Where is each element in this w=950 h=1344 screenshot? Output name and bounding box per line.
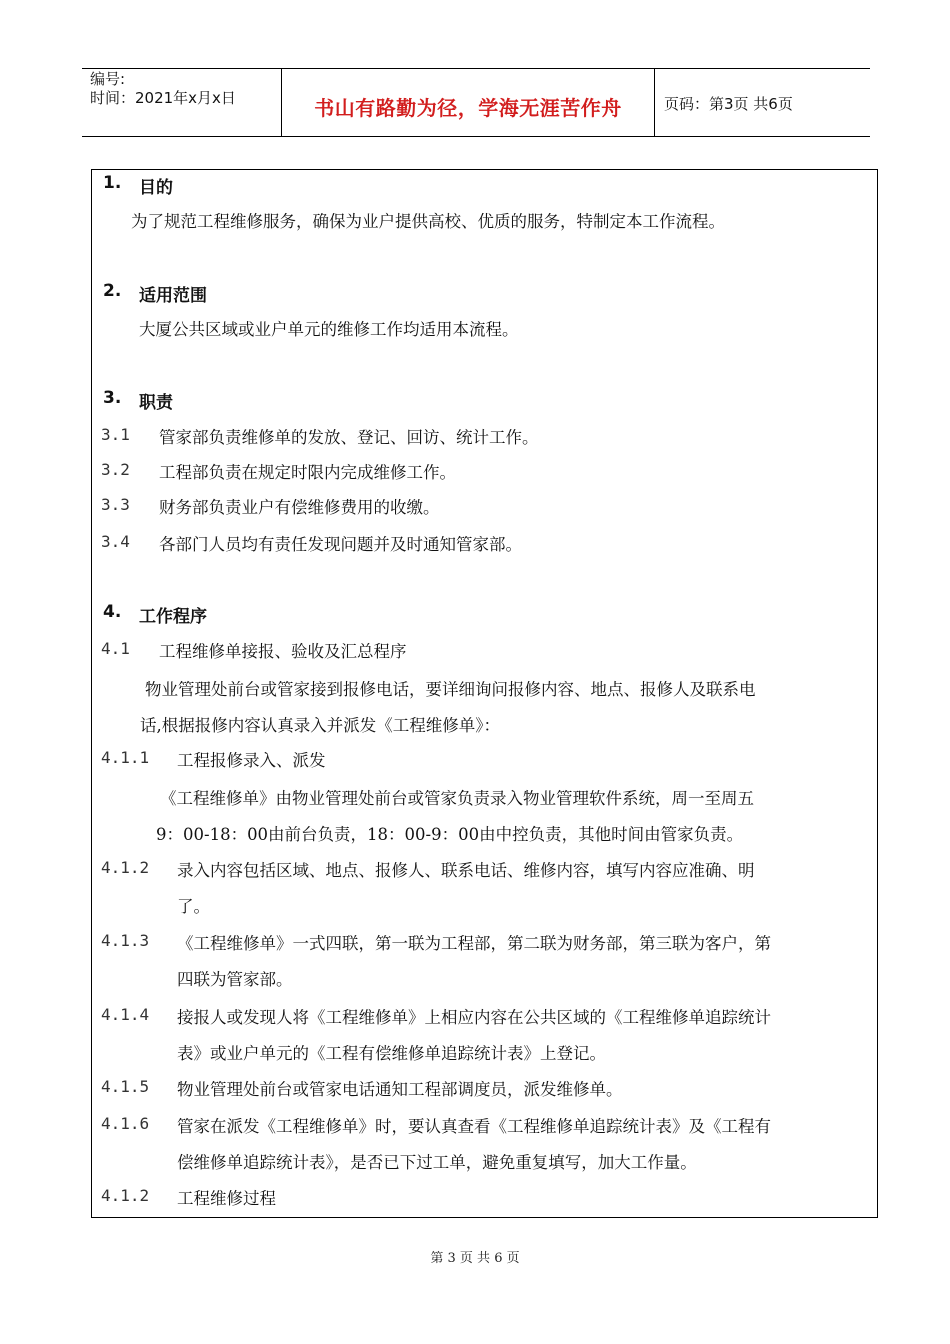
section-1-number: 1. <box>103 173 122 193</box>
item-3-4-number: 3.4 <box>101 532 130 551</box>
item-3-2-number: 3.2 <box>101 460 130 479</box>
item-4-1-3-line-1: 《工程维修单》一式四联，第一联为工程部，第二联为财务部，第三联为客户，第 <box>177 934 771 953</box>
item-4-1-4-line-1: 接报人或发现人将《工程维修单》上相应内容在公共区域的《工程维修单追踪统计 <box>177 1008 771 1027</box>
item-4-1-3-number: 4.1.3 <box>101 931 150 950</box>
item-4-1-2-line-1: 录入内容包括区域、地点、报修人、联系电话、维修内容，填写内容应准确、明 <box>177 861 755 880</box>
item-4-1-2-line-2: 了。 <box>177 897 210 916</box>
item-4-1-2b-number: 4.1.2 <box>101 1186 150 1205</box>
section-3-title: 职责 <box>139 393 173 413</box>
serial-number-label: 编号: <box>90 70 126 88</box>
item-4-1-2-number: 4.1.2 <box>101 858 150 877</box>
item-4-1-1-title: 工程报修录入、派发 <box>177 751 326 770</box>
item-4-1-4-line-2: 表》或业户单元的《工程有偿维修单追踪统计表》上登记。 <box>177 1044 606 1063</box>
date-label: 时间：2021年x月x日 <box>90 89 236 107</box>
item-4-1-2b-title: 工程维修过程 <box>177 1189 276 1208</box>
section-1-title: 目的 <box>139 178 173 198</box>
item-3-4-text: 各部门人员均有责任发现问题并及时通知管家部。 <box>159 535 522 554</box>
section-3-number: 3. <box>103 388 122 408</box>
item-4-1-5-line-1: 物业管理处前台或管家电话通知工程部调度员，派发维修单。 <box>177 1080 623 1099</box>
item-4-1-4-number: 4.1.4 <box>101 1005 150 1024</box>
item-4-1-number: 4.1 <box>101 639 130 658</box>
item-4-1-title: 工程维修单接报、验收及汇总程序 <box>159 642 407 661</box>
section-1-body: 为了规范工程维修服务，确保为业户提供高校、优质的服务，特制定本工作流程。 <box>131 212 725 231</box>
section-4-number: 4. <box>103 602 122 622</box>
section-4-title: 工作程序 <box>139 607 207 627</box>
section-2-title: 适用范围 <box>139 286 207 306</box>
item-4-1-3-line-2: 四联为管家部。 <box>177 970 293 989</box>
item-3-3-number: 3.3 <box>101 495 130 514</box>
header-motto: 书山有路勤为径，学海无涯苦作舟 <box>314 96 622 120</box>
item-4-1-1-body-line-2: 9：00-18：00由前台负责，18：00-9：00由中控负责，其他时间由管家负责。 <box>156 825 744 844</box>
item-3-3-text: 财务部负责业户有偿维修费用的收缴。 <box>159 498 440 517</box>
item-3-1-text: 管家部负责维修单的发放、登记、回访、统计工作。 <box>159 428 539 447</box>
header-bottom-rule <box>82 136 870 137</box>
header-meta <box>90 70 236 108</box>
item-4-1-6-line-1: 管家在派发《工程维修单》时，要认真查看《工程维修单追踪统计表》及《工程有 <box>177 1117 771 1136</box>
item-4-1-6-line-2: 偿维修单追踪统计表》，是否已下过工单，避免重复填写，加大工作量。 <box>177 1153 697 1172</box>
header-top-rule <box>82 68 870 69</box>
header-page-number: 页码：第3页 共6页 <box>664 95 793 113</box>
item-4-1-1-body-line-1: 《工程维修单》由物业管理处前台或管家负责录入物业管理软件系统，周一至周五 <box>160 789 754 808</box>
item-3-2-text: 工程部负责在规定时限内完成维修工作。 <box>159 463 456 482</box>
item-4-1-1-number: 4.1.1 <box>101 748 150 767</box>
page-footer: 第 3 页 共 6 页 <box>430 1251 520 1266</box>
item-4-1-5-number: 4.1.5 <box>101 1077 150 1096</box>
item-4-1-body-line-2: 话,根据报修内容认真录入并派发《工程维修单》： <box>140 716 500 735</box>
item-3-1-number: 3.1 <box>101 425 130 444</box>
section-2-body: 大厦公共区域或业户单元的维修工作均适用本流程。 <box>139 320 519 339</box>
item-4-1-6-number: 4.1.6 <box>101 1114 150 1133</box>
header-divider-right <box>654 68 655 136</box>
item-4-1-body-line-1: 物业管理处前台或管家接到报修电话，要详细询问报修内容、地点、报修人及联系电 <box>145 680 756 699</box>
section-2-number: 2. <box>103 281 122 301</box>
